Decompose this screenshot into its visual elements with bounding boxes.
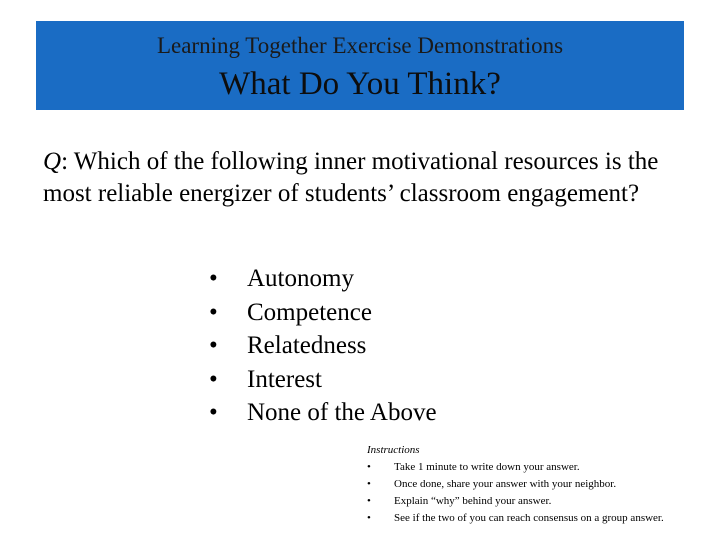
question-label: Q <box>43 148 62 175</box>
answer-option-label: Competence <box>247 298 372 326</box>
instructions-box <box>367 442 707 527</box>
instructions-title: Instructions <box>367 444 420 456</box>
answer-option <box>209 363 437 397</box>
bullet-icon: • <box>367 495 371 507</box>
instruction-text: See if the two of you can reach consensus on a group answer. <box>394 512 664 524</box>
answer-option <box>209 296 437 330</box>
slide-subtitle: Learning Together Exercise Demonstrations <box>156 33 564 58</box>
answer-option <box>209 329 437 363</box>
instruction-item <box>367 459 707 476</box>
instruction-item <box>367 476 707 493</box>
bullet-icon: • <box>209 265 218 292</box>
instruction-text: Explain “why” behind your answer. <box>394 495 552 507</box>
question-text <box>43 146 683 210</box>
bullet-icon: • <box>209 298 218 326</box>
answer-option-label: Interest <box>247 365 322 393</box>
answer-option <box>209 396 437 430</box>
instructions-list <box>367 459 707 527</box>
title-banner <box>36 21 684 110</box>
bullet-icon: • <box>209 399 218 426</box>
instruction-text: Take 1 minute to write down your answer. <box>394 461 580 473</box>
instruction-item <box>367 510 707 527</box>
instruction-text: Once done, share your answer with your neighbor. <box>394 478 617 490</box>
bullet-icon: • <box>209 365 218 393</box>
answer-option-label: Relatedness <box>247 332 367 359</box>
instruction-item <box>367 493 707 510</box>
question-body: : Which of the following inner motivational resources is the most reliable energizer of students’ classroom engagement? <box>43 148 659 207</box>
bullet-icon: • <box>209 332 218 359</box>
bullet-icon: • <box>367 512 371 524</box>
answer-options-list <box>209 262 437 430</box>
answer-option <box>209 262 437 296</box>
slide-title: What Do You Think? <box>219 66 501 102</box>
bullet-icon: • <box>367 478 371 490</box>
answer-option-label: Autonomy <box>247 265 354 292</box>
answer-option-label: None of the Above <box>247 399 437 426</box>
bullet-icon: • <box>367 461 371 473</box>
